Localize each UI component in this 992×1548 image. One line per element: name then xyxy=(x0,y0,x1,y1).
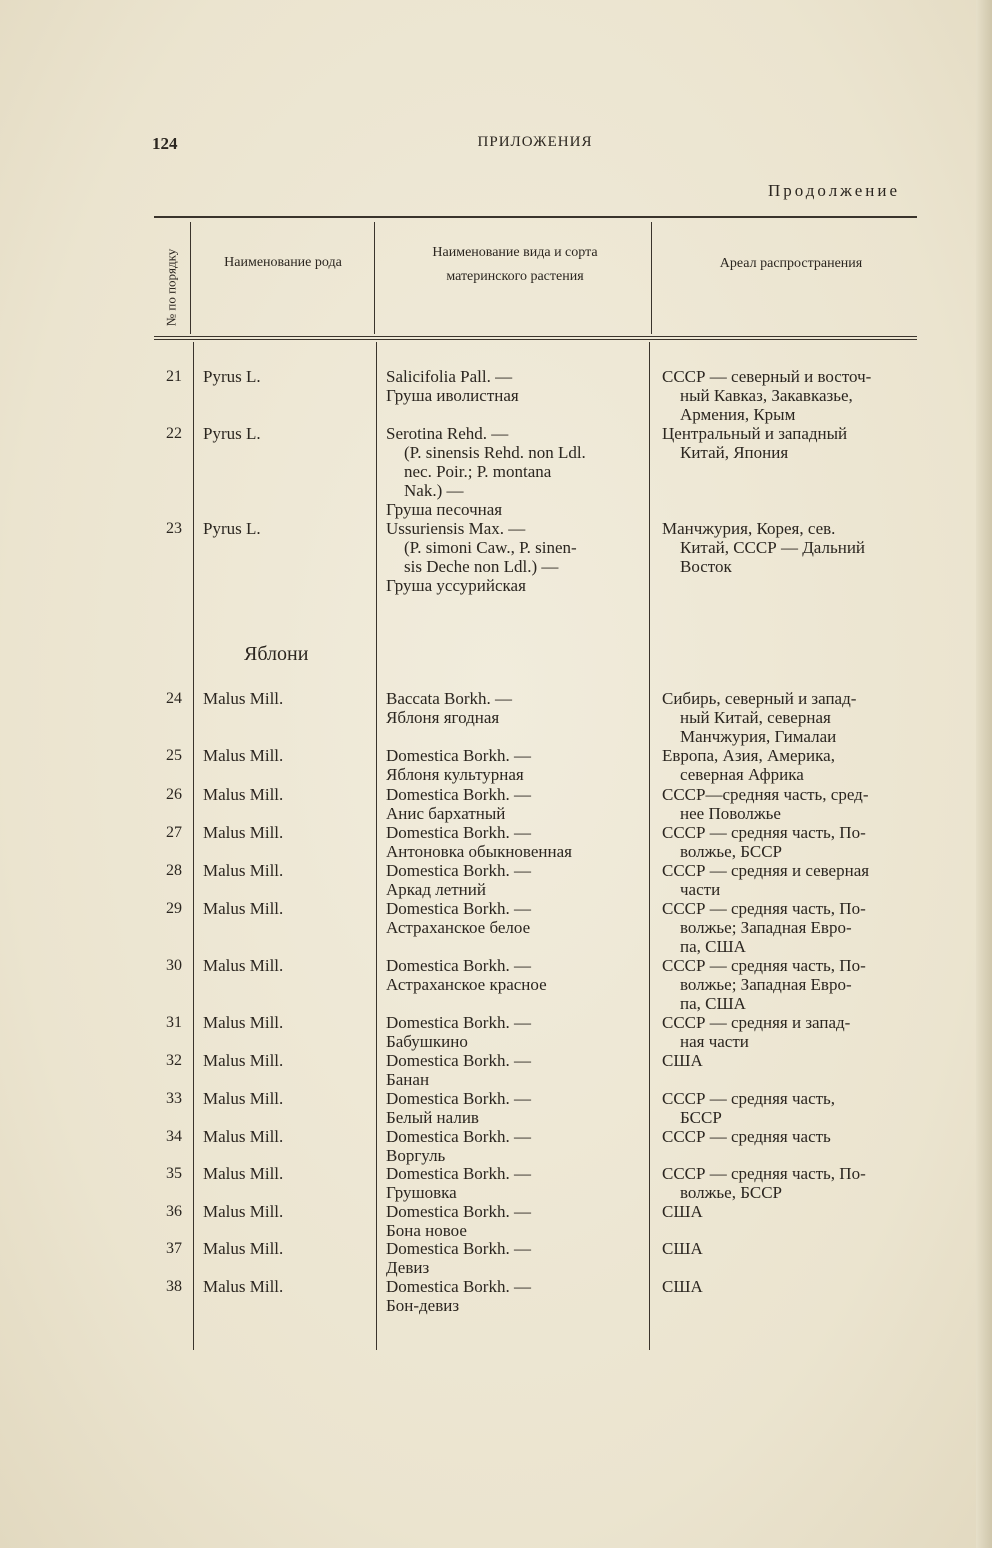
species-line: Бона новое xyxy=(386,1221,467,1240)
area-line: СССР—средняя часть, сред- xyxy=(662,785,869,804)
row-number: 26 xyxy=(166,786,182,803)
area-line: Армения, Крым xyxy=(680,405,796,424)
species-line: Salicifolia Pall. — xyxy=(386,367,513,386)
area-line: части xyxy=(680,880,721,899)
species-line: Бон-девиз xyxy=(386,1296,460,1315)
area-line: США xyxy=(662,1277,703,1296)
row-number: 23 xyxy=(166,520,182,537)
species-line: Груша песочная xyxy=(386,500,503,519)
area-line: СССР — средняя часть xyxy=(662,1127,831,1146)
header-number: № по порядку xyxy=(163,248,179,326)
header-bottom-rule-2 xyxy=(154,339,917,340)
area-line: волжье; Западная Евро- xyxy=(680,975,852,994)
row-genus: Malus Mill. xyxy=(203,1164,284,1183)
table-top-rule xyxy=(154,216,917,218)
row-number: 31 xyxy=(166,1014,182,1031)
area-line: нее Поволжье xyxy=(680,804,781,823)
row-genus: Malus Mill. xyxy=(203,689,284,708)
area-line: СССР — средняя и запад- xyxy=(662,1013,851,1032)
row-area xyxy=(662,956,918,1013)
row-genus: Malus Mill. xyxy=(203,823,284,842)
row-number: 24 xyxy=(166,690,182,707)
row-area xyxy=(662,1013,918,1051)
row-area xyxy=(662,367,918,424)
species-line: Domestica Borkh. — xyxy=(386,1127,531,1146)
row-area xyxy=(662,1089,918,1127)
row-area xyxy=(662,785,918,823)
row-number: 28 xyxy=(166,862,182,879)
area-line: Манчжурия, Гималаи xyxy=(680,727,837,746)
species-line: nec. Poir.; P. montana xyxy=(404,462,552,481)
area-line: ная части xyxy=(680,1032,749,1051)
row-genus: Malus Mill. xyxy=(203,1089,284,1108)
continuation-label: Продолжение xyxy=(767,181,900,200)
area-line: США xyxy=(662,1239,703,1258)
section-label-apples: Яблони xyxy=(244,643,309,665)
row-species xyxy=(386,785,643,823)
row-number: 34 xyxy=(166,1128,182,1145)
species-line: Domestica Borkh. — xyxy=(386,1013,531,1032)
row-number: 35 xyxy=(166,1165,182,1182)
column-divider-3-body xyxy=(649,342,650,1350)
row-genus: Malus Mill. xyxy=(203,785,284,804)
species-line: Воргуль xyxy=(386,1146,446,1165)
row-number: 25 xyxy=(166,747,182,764)
row-number: 33 xyxy=(166,1090,182,1107)
row-species xyxy=(386,1051,643,1089)
area-line: ный Китай, северная xyxy=(680,708,831,727)
row-species xyxy=(386,1089,643,1127)
area-line: Европа, Азия, Америка, xyxy=(662,746,835,765)
species-line: Domestica Borkh. — xyxy=(386,1051,531,1070)
running-title: ПРИЛОЖЕНИЯ xyxy=(477,134,593,150)
row-area xyxy=(662,1239,918,1258)
row-species xyxy=(386,1239,643,1277)
header-area: Ареал распространения xyxy=(719,256,863,271)
area-line: СССР — средняя часть, xyxy=(662,1089,836,1108)
row-species xyxy=(386,746,643,784)
row-number: 22 xyxy=(166,425,182,442)
row-number: 29 xyxy=(166,900,182,917)
row-species xyxy=(386,956,643,994)
row-number: 38 xyxy=(166,1278,182,1295)
area-line: США xyxy=(662,1051,703,1070)
row-genus: Malus Mill. xyxy=(203,1202,284,1221)
row-area xyxy=(662,1164,918,1202)
species-line: Девиз xyxy=(386,1258,430,1277)
area-line: Центральный и западный xyxy=(662,424,848,443)
row-area xyxy=(662,1277,918,1296)
area-line: ный Кавказ, Закавказье, xyxy=(680,386,853,405)
row-species xyxy=(386,823,643,861)
area-line: па, США xyxy=(680,994,746,1013)
species-line: Аркад летний xyxy=(386,880,486,899)
species-line: Domestica Borkh. — xyxy=(386,1202,531,1221)
row-number: 36 xyxy=(166,1203,182,1220)
area-line: волжье; Западная Евро- xyxy=(680,918,852,937)
area-line: северная Африка xyxy=(680,765,804,784)
species-line: Nak.) — xyxy=(404,481,464,500)
row-species xyxy=(386,1164,643,1202)
area-line: волжье, БССР xyxy=(680,842,782,861)
row-area xyxy=(662,689,918,746)
row-area xyxy=(662,823,918,861)
species-line: Domestica Borkh. — xyxy=(386,785,531,804)
row-area xyxy=(662,746,918,784)
row-genus: Pyrus L. xyxy=(203,519,261,538)
row-species xyxy=(386,424,643,519)
species-line: Domestica Borkh. — xyxy=(386,956,531,975)
species-line: Яблоня ягодная xyxy=(386,708,500,727)
species-line: Яблоня культурная xyxy=(386,765,524,784)
row-area xyxy=(662,519,918,576)
column-divider-2-body xyxy=(376,342,377,1350)
area-line: БССР xyxy=(680,1108,722,1127)
row-genus: Malus Mill. xyxy=(203,1239,284,1258)
species-line: Domestica Borkh. — xyxy=(386,1277,531,1296)
species-line: Domestica Borkh. — xyxy=(386,1239,531,1258)
row-species xyxy=(386,899,643,937)
row-genus: Malus Mill. xyxy=(203,899,284,918)
row-area xyxy=(662,424,918,462)
page-number: 124 xyxy=(152,134,178,153)
row-species xyxy=(386,1277,643,1315)
species-line: (P. sinensis Rehd. non Ldl. xyxy=(404,443,586,462)
row-genus: Malus Mill. xyxy=(203,1277,284,1296)
row-genus: Malus Mill. xyxy=(203,1051,284,1070)
row-species xyxy=(386,689,643,727)
row-area xyxy=(662,861,918,899)
area-line: Китай, Япония xyxy=(680,443,789,462)
species-line: Ussuriensis Max. — xyxy=(386,519,526,538)
row-area xyxy=(662,1051,918,1070)
row-genus: Pyrus L. xyxy=(203,367,261,386)
species-line: Астраханское красное xyxy=(386,975,547,994)
row-species xyxy=(386,367,643,405)
species-line: Serotina Rehd. — xyxy=(386,424,509,443)
area-line: Восток xyxy=(680,557,732,576)
species-line: Domestica Borkh. — xyxy=(386,823,531,842)
species-line: (P. simoni Caw., P. sinen- xyxy=(404,538,577,557)
species-line: Груша иволистная xyxy=(386,386,519,405)
header-genus: Наименование рода xyxy=(224,255,342,270)
area-line: Манчжурия, Корея, сев. xyxy=(662,519,836,538)
area-line: СССР — средняя часть, По- xyxy=(662,899,866,918)
species-line: Антоновка обыкновенная xyxy=(386,842,572,861)
column-divider-2 xyxy=(374,222,375,334)
row-species xyxy=(386,1013,643,1051)
species-line: Грушовка xyxy=(386,1183,457,1202)
row-number: 21 xyxy=(166,368,182,385)
row-area xyxy=(662,899,918,956)
area-line: па, США xyxy=(680,937,746,956)
area-line: Китай, СССР — Дальний xyxy=(680,538,866,557)
row-number: 27 xyxy=(166,824,182,841)
species-line: Бабушкино xyxy=(386,1032,468,1051)
species-line: Domestica Borkh. — xyxy=(386,1089,531,1108)
row-genus: Malus Mill. xyxy=(203,1127,284,1146)
row-number: 30 xyxy=(166,957,182,974)
species-line: Астраханское белое xyxy=(386,918,531,937)
area-line: СССР — средняя часть, По- xyxy=(662,823,866,842)
column-divider-3 xyxy=(651,222,652,334)
area-line: волжье, БССР xyxy=(680,1183,782,1202)
species-line: Domestica Borkh. — xyxy=(386,1164,531,1183)
row-species xyxy=(386,1202,643,1240)
species-line: Domestica Borkh. — xyxy=(386,746,531,765)
area-line: США xyxy=(662,1202,703,1221)
row-species xyxy=(386,861,643,899)
species-line: Анис бархатный xyxy=(386,804,506,823)
row-genus: Malus Mill. xyxy=(203,746,284,765)
row-number: 37 xyxy=(166,1240,182,1257)
area-line: СССР — средняя часть, По- xyxy=(662,956,866,975)
species-line: Банан xyxy=(386,1070,430,1089)
species-line: sis Deche non Ldl.) — xyxy=(404,557,559,576)
row-genus: Pyrus L. xyxy=(203,424,261,443)
row-species xyxy=(386,519,643,595)
species-line: Domestica Borkh. — xyxy=(386,899,531,918)
species-line: Domestica Borkh. — xyxy=(386,861,531,880)
column-divider-1 xyxy=(190,222,191,334)
area-line: Сибирь, северный и запад- xyxy=(662,689,857,708)
species-line: Белый налив xyxy=(386,1108,479,1127)
row-species xyxy=(386,1127,643,1165)
area-line: СССР — северный и восточ- xyxy=(662,367,872,386)
row-area xyxy=(662,1127,918,1146)
species-line: Baccata Borkh. — xyxy=(386,689,513,708)
row-genus: Malus Mill. xyxy=(203,861,284,880)
row-genus: Malus Mill. xyxy=(203,956,284,975)
header-bottom-rule xyxy=(154,336,917,337)
row-number: 32 xyxy=(166,1052,182,1069)
column-divider-1-body xyxy=(193,342,194,1350)
species-line: Груша уссурийская xyxy=(386,576,526,595)
header-species: Наименование вида и сорта материнского растения xyxy=(432,245,598,284)
row-genus: Malus Mill. xyxy=(203,1013,284,1032)
row-area xyxy=(662,1202,918,1221)
page-edge xyxy=(976,0,992,1548)
area-line: СССР — средняя и северная xyxy=(662,861,870,880)
area-line: СССР — средняя часть, По- xyxy=(662,1164,866,1183)
